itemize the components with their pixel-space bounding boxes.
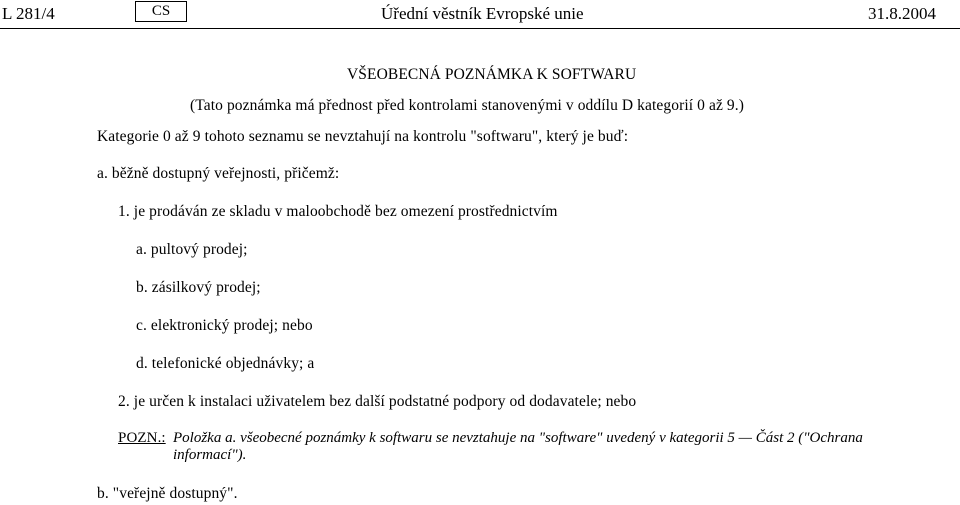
note-line-1: Položka a. všeobecné poznámky k softwaru se nevztahuje na "software" uvedený v kategorii 5 — Část 2 ("Ochrana (173, 430, 863, 446)
journal-title: Úřední věstník Evropské unie (381, 4, 584, 23)
list-subitem-a: a. pultový prodej; (136, 241, 248, 258)
list-item-2: 2. je určen k instalaci uživatelem bez další podstatné podpory od dodavatele; nebo (118, 393, 637, 410)
header-rule (0, 28, 960, 29)
list-item-a: a. běžně dostupný veřejnosti, přičemž: (97, 165, 340, 182)
publication-date: 31.8.2004 (868, 4, 936, 23)
list-item-b: b. "veřejně dostupný". (97, 485, 238, 502)
language-code-badge: CS (135, 1, 187, 22)
note-label: POZN.: (118, 430, 166, 446)
list-subitem-c: c. elektronický prodej; nebo (136, 317, 313, 334)
list-item-1: 1. je prodáván ze skladu v maloobchodě bez omezení prostřednictvím (118, 203, 558, 220)
note-line-2: informací"). (173, 447, 247, 463)
page-reference: L 281/4 (2, 4, 55, 23)
section-title: VŠEOBECNÁ POZNÁMKA K SOFTWARU (347, 66, 637, 83)
list-subitem-b: b. zásilkový prodej; (136, 279, 261, 296)
list-subitem-d: d. telefonické objednávky; a (136, 355, 315, 372)
section-subtitle: (Tato poznámka má přednost před kontrolami stanovenými v oddílu D kategorií 0 až 9.) (190, 97, 744, 114)
section-intro: Kategorie 0 až 9 tohoto seznamu se nevztahují na kontrolu "softwaru", který je buď: (97, 128, 629, 145)
